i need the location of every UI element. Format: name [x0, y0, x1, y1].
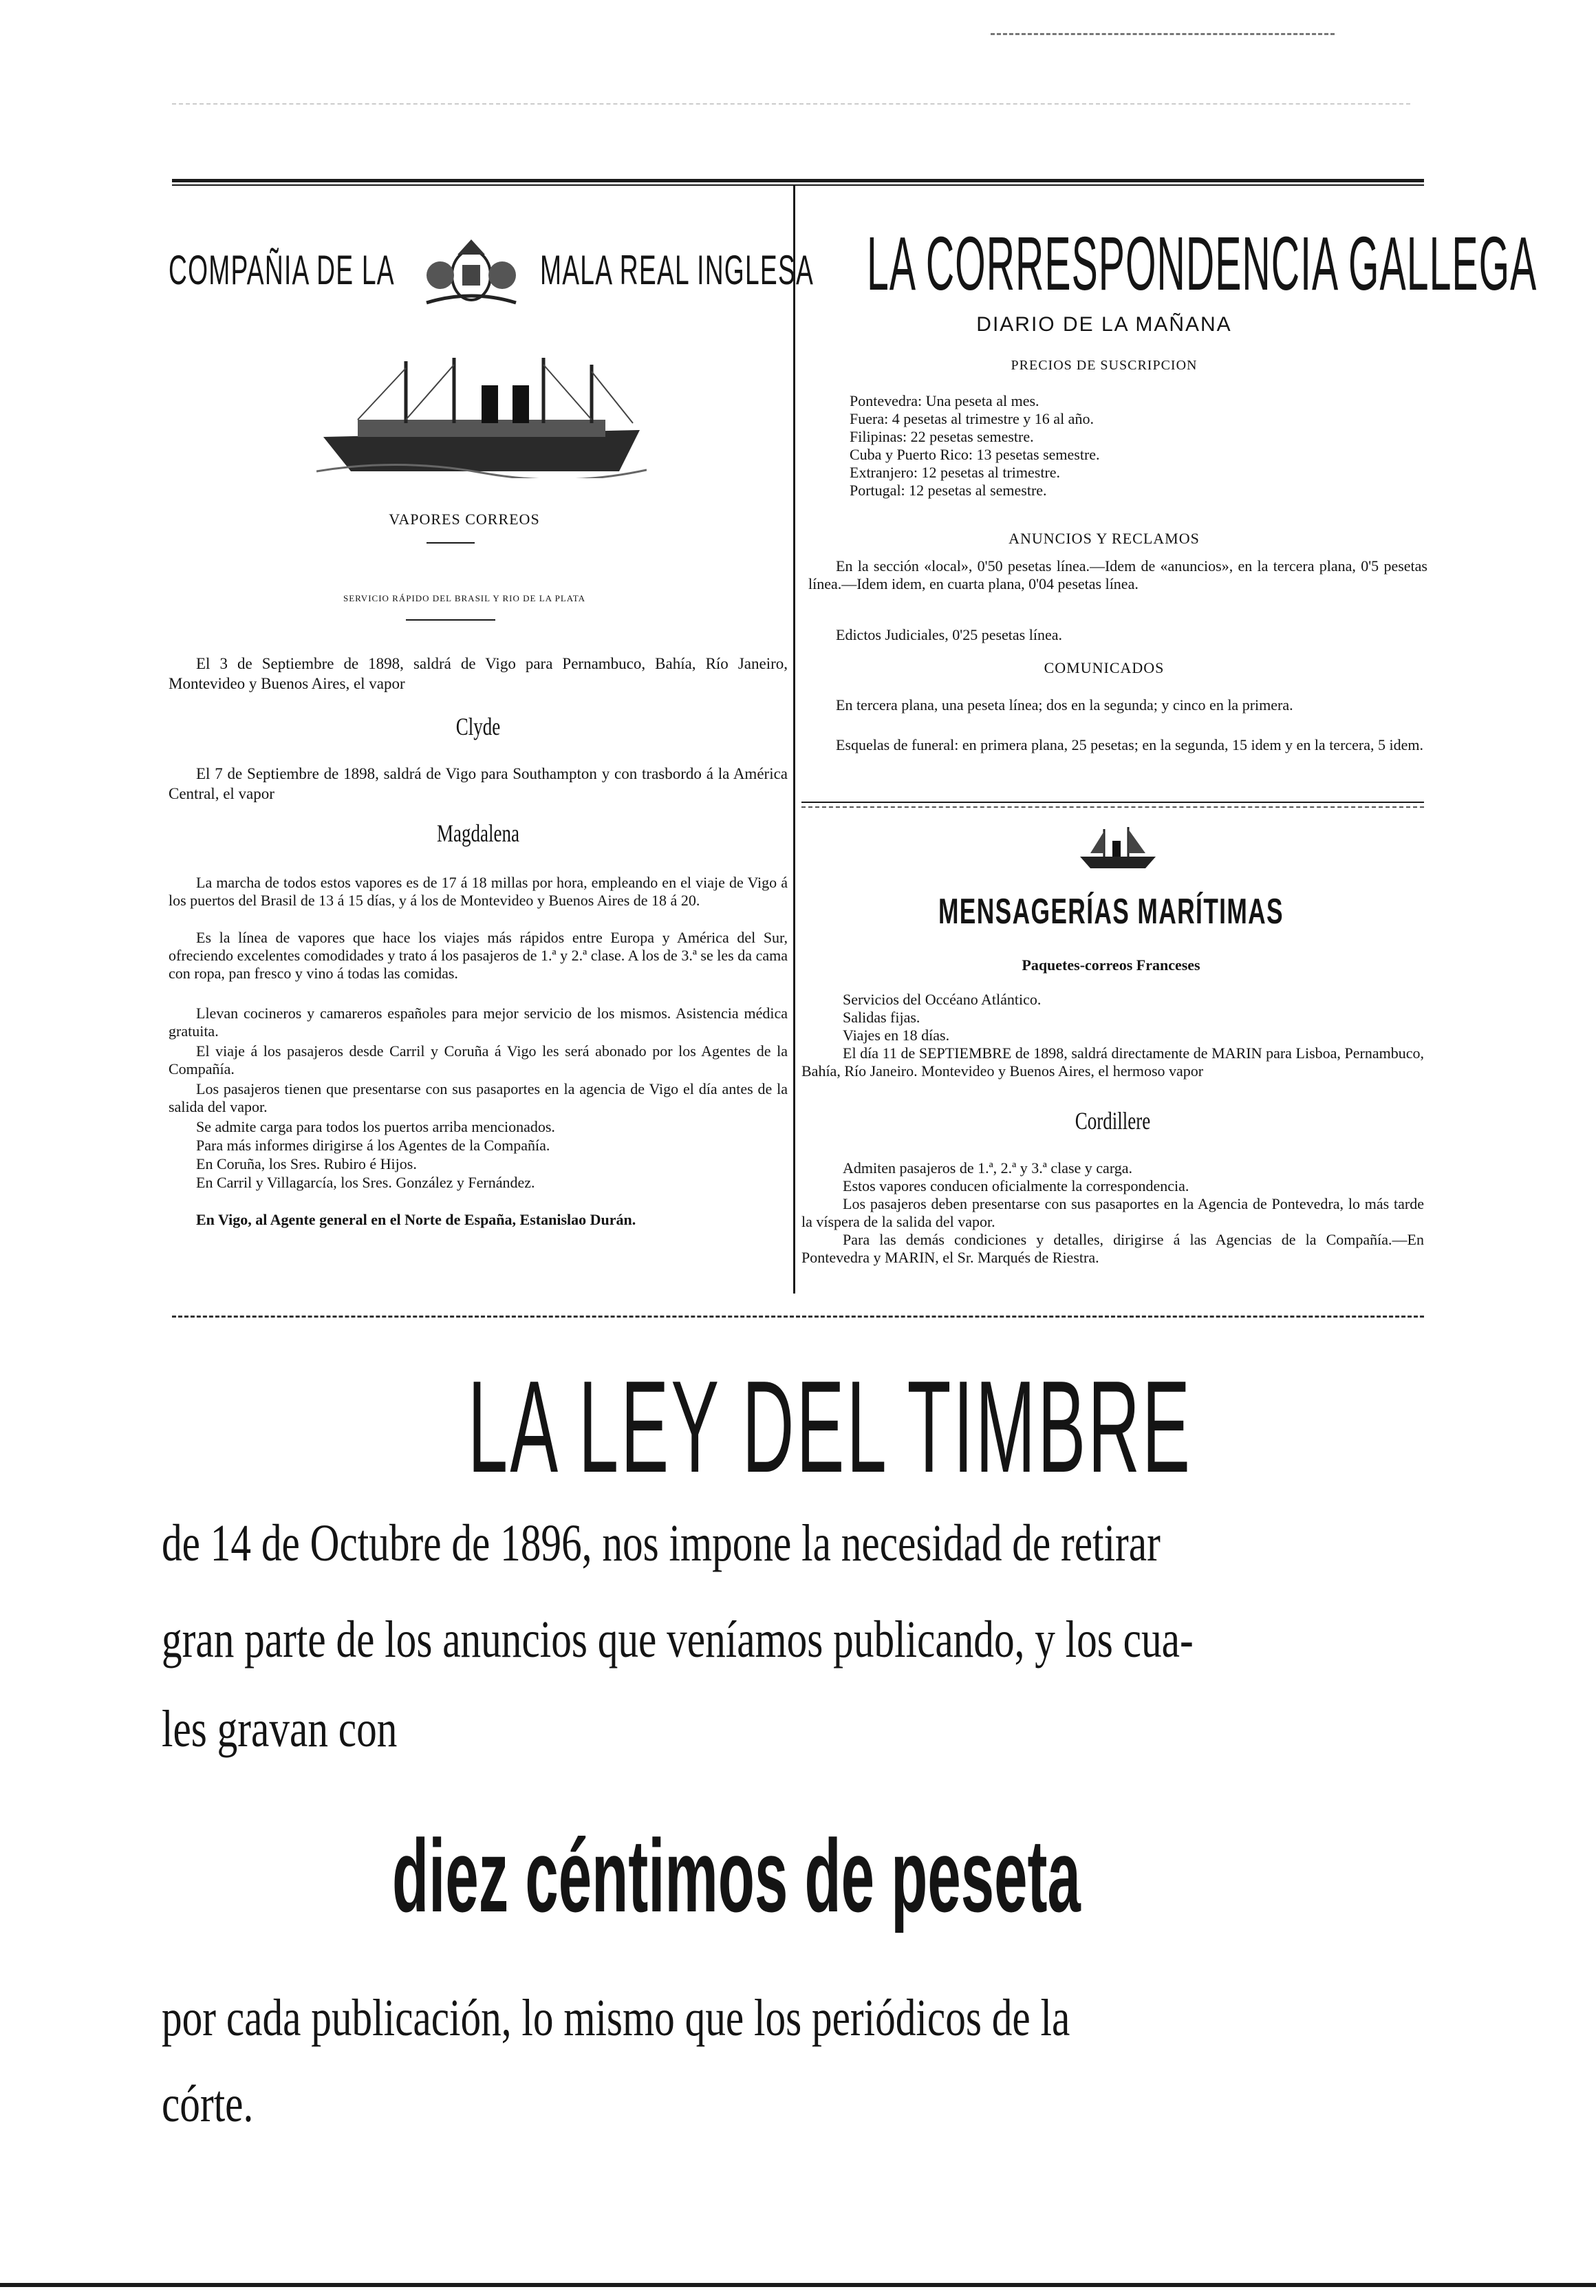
notice-line-1: de 14 de Octubre de 1896, nos impone la necesidad de retirar: [162, 1514, 1161, 1572]
prices-heading: PRECIOS DE SUSCRIPCION: [1011, 358, 1198, 373]
price-line: Portugal: 12 pesetas al semestre.: [850, 482, 1047, 499]
notice-line-2: gran parte de los anuncios que veníamos publicando, y los cua-: [162, 1611, 1194, 1669]
ship-emblem-icon: [1077, 826, 1159, 870]
para-clyde-departure: El 3 de Septiembre de 1898, saldrá de Vigo para Pernambuco, Bahía, Río Janeiro, Montevideo y Buenos Aires, el vapor: [169, 655, 788, 692]
para-speed: La marcha de todos estos vapores es de 17 á 18 millas por hora, empleando en el viaje de Vigo á los puertos del Brasil de 13 á 15 días, y á los de Montevideo y Buenos Aires de 18 á 20.: [169, 874, 788, 909]
ship-name-clyde: Clyde: [455, 713, 501, 740]
notice-title: LA LEY DEL TIMBRE: [468, 1354, 1193, 1500]
price-line: Filipinas: 22 pesetas semestre.: [850, 428, 1034, 445]
scan-mark-top: [991, 33, 1335, 35]
para-cargo: Se admite carga para todos los puertos arriba mencionados.: [196, 1118, 555, 1135]
ship-name-cordillere: Cordillere: [1075, 1107, 1151, 1135]
edictos-text: Edictos Judiciales, 0'25 pesetas línea.: [836, 626, 1062, 643]
para-passports: Los pasajeros tienen que presentarse con sus pasaportes en la agencia de Vigo el día antes de la salida del vapor.: [169, 1080, 788, 1115]
mensagerias-subtitle: Paquetes-correos Franceses: [1022, 956, 1200, 974]
prices-list: [850, 392, 1400, 500]
price-line: Extranjero: 12 pesetas al trimestre.: [850, 464, 1061, 481]
para-carril: En Carril y Villagarcía, los Sres. González y Fernández.: [196, 1174, 535, 1191]
price-line: Pontevedra: Una peseta al mes.: [850, 392, 1039, 409]
mensagerias-agencies: Para las demás condiciones y detalles, dirigirse á las Agencias de la Compañía.—En Pontevedra y MARIN, el Sr. Marqués de Riestra.: [801, 1231, 1424, 1266]
para-coruna: En Coruña, los Sres. Rubiro é Hijos.: [196, 1155, 417, 1172]
para-travel: El viaje á los pasajeros desde Carril y Coruña á Vigo les será abonado por los Agentes de la Compañía.: [169, 1042, 788, 1077]
ads-text: En la sección «local», 0'50 pesetas línea.—Idem de «anuncios», en la tercera plana, 0'5 pesetas línea.—Idem idem, en cuarta plana, 0'04 pesetas línea.: [808, 557, 1427, 592]
top-rule: [172, 179, 1424, 182]
price-line: Fuera: 4 pesetas al trimestre y 16 al año.: [850, 410, 1094, 427]
mensagerias-title: MENSAGERÍAS MARÍTIMAS: [938, 892, 1284, 932]
mensagerias-passengers: Admiten pasajeros de 1.ª, 2.ª y 3.ª clase y carga.: [843, 1159, 1133, 1177]
para-magdalena-departure: El 7 de Septiembre de 1898, saldrá de Vigo para Southampton y con trasbordo á la América Central, el vapor: [169, 765, 788, 802]
notice-line-5: córte.: [162, 2075, 254, 2133]
ship-name-magdalena: Magdalena: [437, 819, 519, 847]
top-rule-thin: [172, 184, 1424, 186]
esquelas-text: Esquelas de funeral: en primera plana, 25 pesetas; en la segunda, 15 idem y en la tercera, 5 idem.: [836, 736, 1424, 753]
mala-real-header: [169, 234, 815, 310]
bottom-rule: [0, 2283, 1596, 2287]
notice-top-rule: [172, 1316, 1424, 1318]
mensagerias-passports: Los pasajeros deben presentarse con sus pasaportes en la Agencia de Pontevedra, lo más tarde la víspera de la salida del vapor.: [801, 1195, 1424, 1230]
service-line: Servicios del Occéano Atlántico.: [843, 991, 1042, 1008]
comunicados-text: En tercera plana, una peseta línea; dos en la segunda; y cinco en la primera.: [836, 696, 1293, 714]
scan-mark-faint: [172, 103, 1410, 105]
royal-crest-icon: [420, 234, 523, 310]
service-line: Viajes en 18 días.: [843, 1027, 950, 1044]
notice-line-4: por cada publicación, lo mismo que los periódicos de la: [162, 1989, 1070, 2047]
para-info: Para más informes dirigirse á los Agentes de la Compañía.: [196, 1137, 550, 1154]
steamship-illustration: [316, 354, 647, 478]
section-title: VAPORES CORREOS: [389, 511, 540, 528]
service-line: Salidas fijas.: [843, 1009, 920, 1026]
right-separator-dashed: [801, 806, 1424, 808]
small-rule-2: [406, 619, 495, 621]
mala-real-ad: [169, 206, 815, 1294]
header-right-text: MALA REAL INGLESA: [540, 247, 815, 293]
notice-emphasis: diez céntimos de peseta: [392, 1818, 1081, 1933]
para-cooks: Llevan cocineros y camareros españoles para mejor servicio de los mismos. Asistencia médica gratuita.: [169, 1005, 788, 1040]
header-left-text: COMPAÑIA DE LA: [169, 247, 395, 293]
column-divider: [793, 186, 795, 1294]
notice-line-3: les gravan con: [162, 1700, 398, 1758]
mensagerias-mail: Estos vapores conducen oficialmente la correspondencia.: [843, 1177, 1189, 1194]
ads-heading: ANUNCIOS Y RECLAMOS: [1009, 530, 1200, 547]
small-rule: [427, 542, 475, 544]
mensagerias-departure: El día 11 de SEPTIEMBRE de 1898, saldrá directamente de MARIN para Lisboa, Pernambuco, Bahía, Río Janeiro. Montevideo y Buenos Aires, el hermoso vapor: [801, 1044, 1424, 1080]
para-route: Es la línea de vapores que hace los viajes más rápidos entre Europa y América del Sur, ofreciendo excelentes comodidades y trato á los pasajeros de 1.ª y 2.ª clase. A los de 3.ª se les da cama con ropa, pan fresco y vino á todas las comidas.: [169, 929, 788, 982]
para-vigo-agent: En Vigo, al Agente general en el Norte de España, Estanislao Durán.: [196, 1211, 636, 1228]
service-line: SERVICIO RÁPIDO DEL BRASIL Y RIO DE LA PLATA: [343, 593, 585, 603]
mensagerias-services: [843, 991, 1421, 1044]
right-separator: [801, 802, 1424, 803]
masthead-title: LA CORRESPONDENCIA GALLEGA: [867, 222, 1538, 306]
price-line: Cuba y Puerto Rico: 13 pesetas semestre.: [850, 446, 1100, 463]
comunicados-heading: COMUNICADOS: [1044, 659, 1165, 676]
masthead-subtitle: DIARIO DE LA MAÑANA: [976, 313, 1232, 336]
